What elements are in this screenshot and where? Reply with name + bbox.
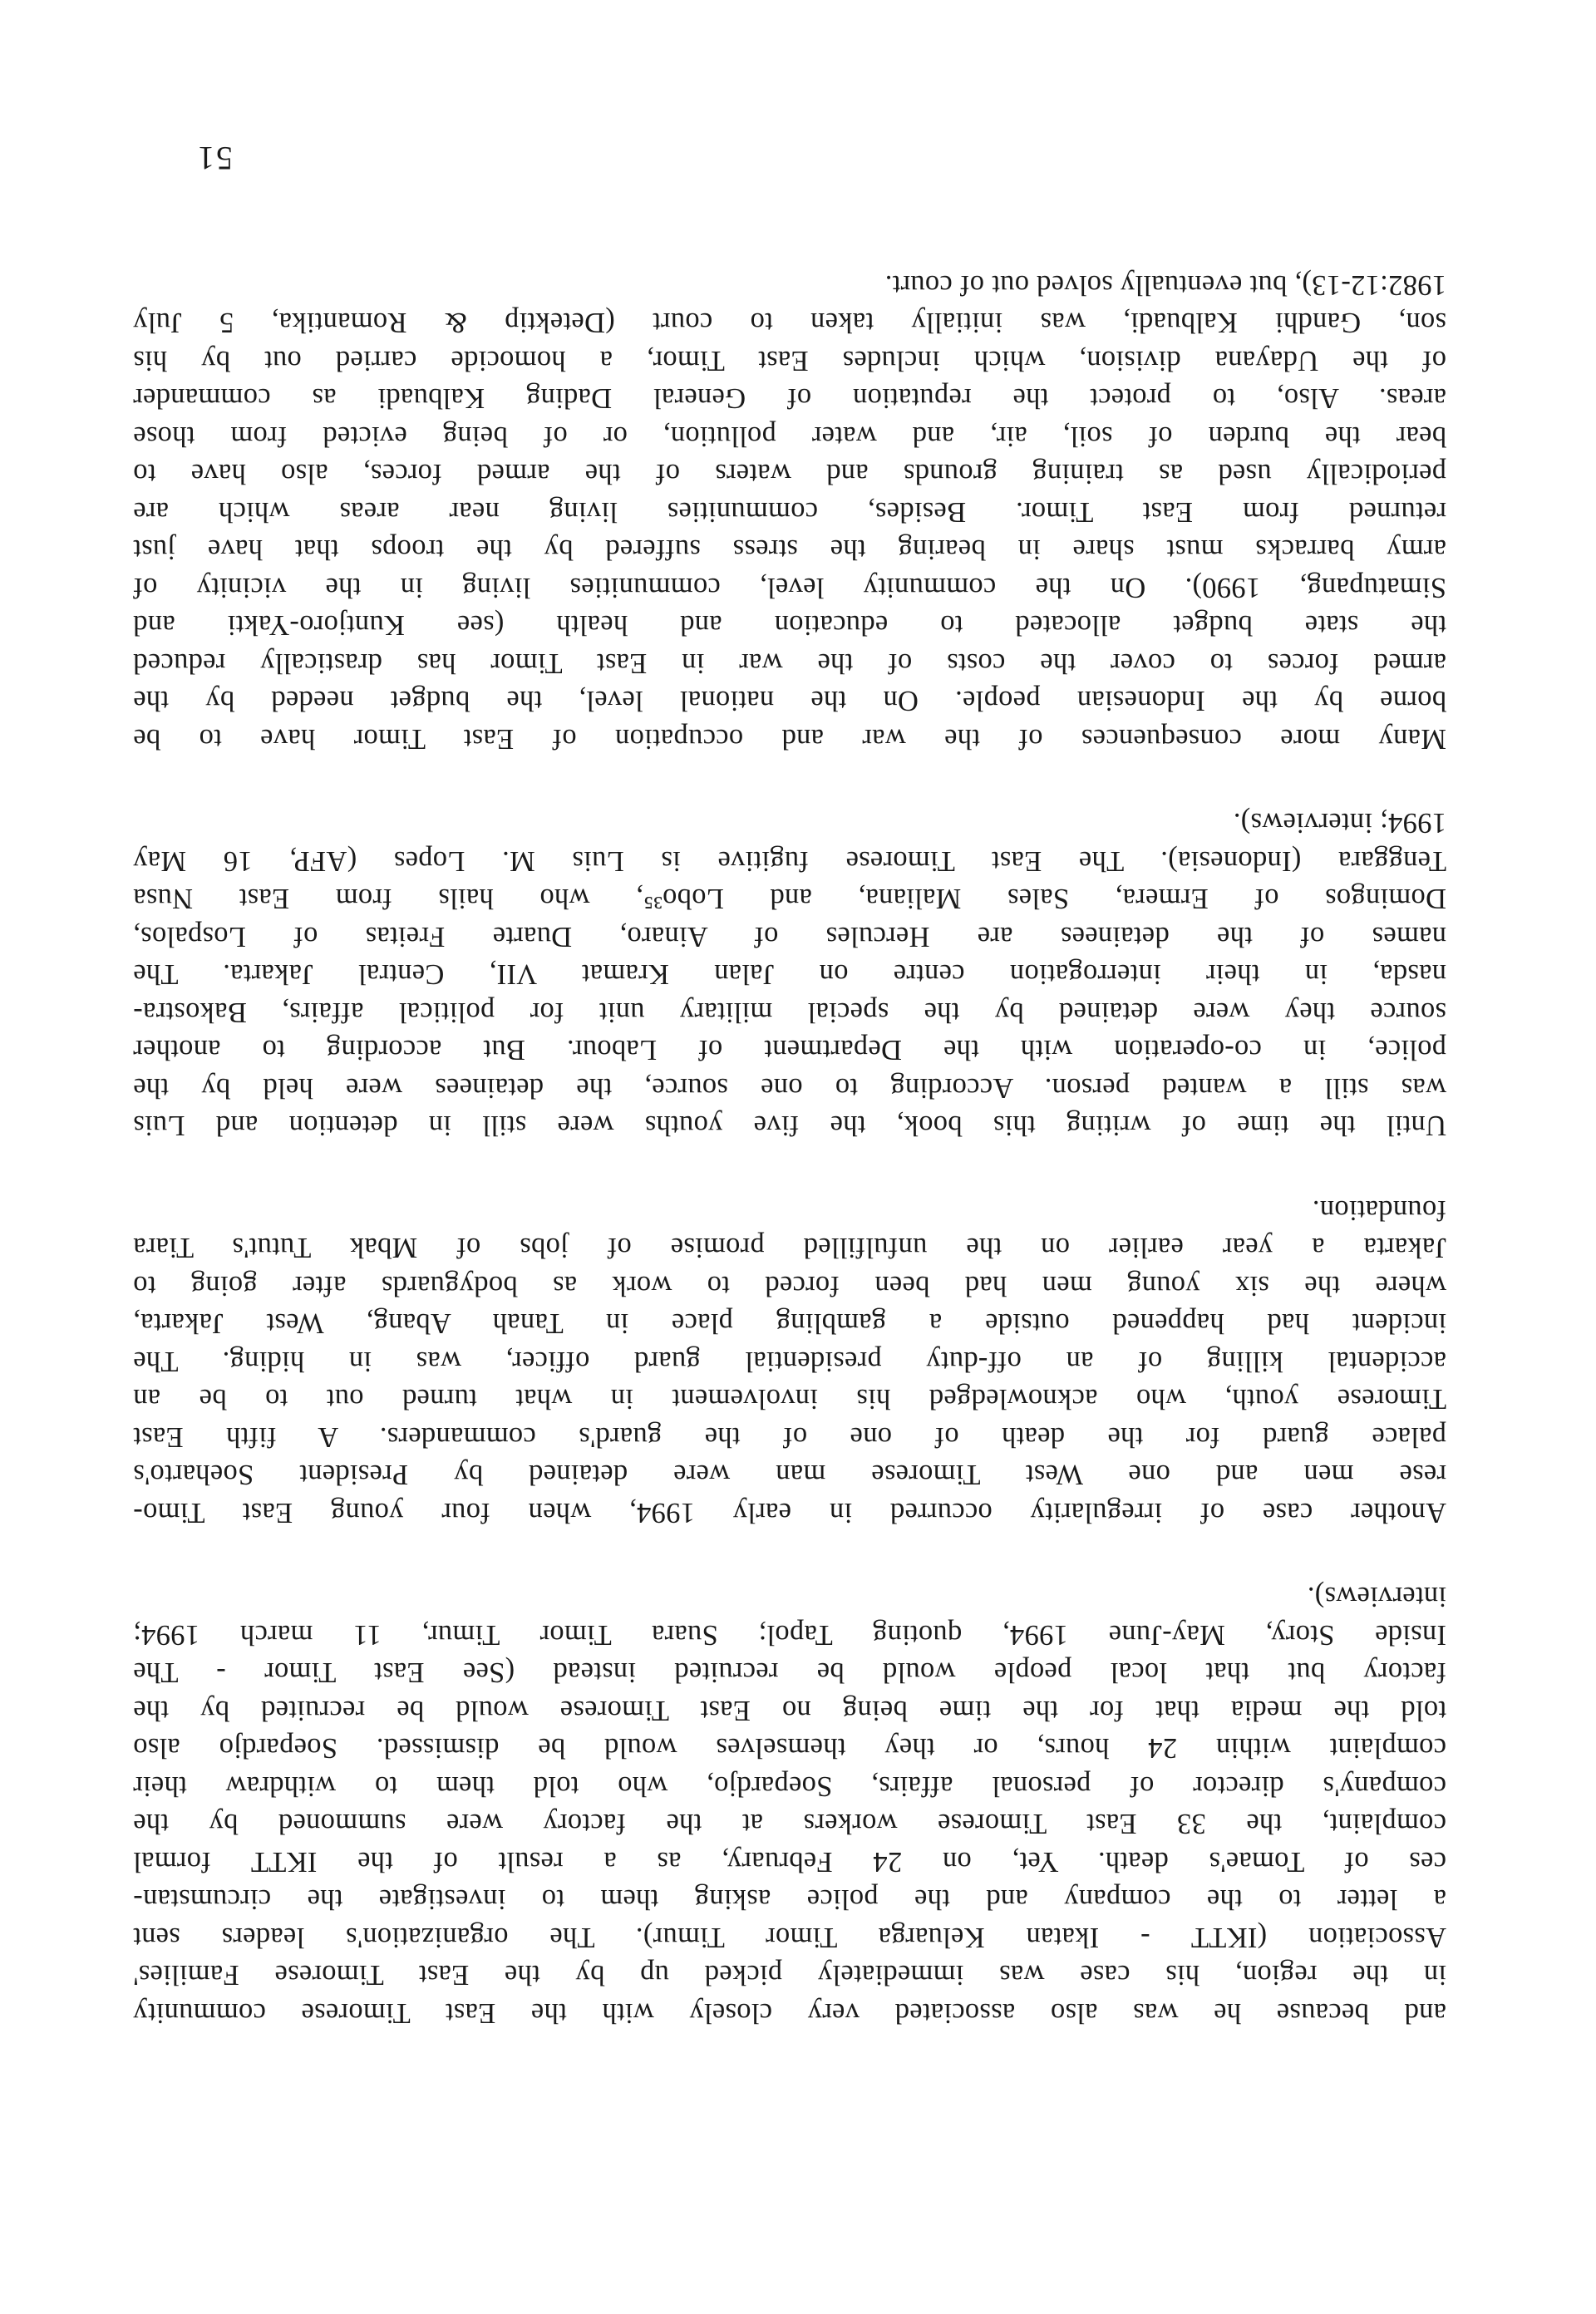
text-line: borne by the Indonesian people. On the national level, the budget needed by the	[133, 685, 1446, 717]
text-line: source they were detained by the special military unit for political affairs, Bakostra-	[133, 997, 1446, 1028]
text-line: complaint, the 33 East Timorese workers at the factory were summoned by the	[133, 1808, 1446, 1840]
text-line: Until the time of writing this book, the five youths were still in detention and Luis	[133, 1110, 1446, 1142]
text-line: Association (IKTT - Ikatan Keluarga Timor Timur). The organization's leaders sent	[133, 1922, 1446, 1953]
text-line: 1994; interviews).	[1233, 807, 1446, 839]
text-line: returned from East Timor. Besides, communities living near areas which are	[133, 496, 1446, 528]
text-line: and because he was also associated very closely with the East Timorese community	[133, 1997, 1446, 2029]
text-line: told the media that for the time being no East Timorese would be recruited by the	[133, 1695, 1446, 1726]
text-line: a letter to the company and the police asking them to investigate the circumstan-	[133, 1883, 1446, 1916]
text-line: 1982:12-13), but eventually solved out of court.	[884, 269, 1446, 301]
text-line: foundation.	[1312, 1194, 1446, 1226]
text-line: of the Udayana division, which includes East Timor, a homocide carried out by his	[133, 345, 1446, 377]
text-line: company's director of personal affairs, Soepardjo, who told them to withdraw their	[133, 1770, 1446, 1802]
text-line: police, in co-operation with the Department of Labour. But according to another	[133, 1034, 1446, 1066]
text-line: accidental killing of an off-duty presidential guard officer, was in hiding. The	[133, 1346, 1446, 1377]
text-line: Tenggara (Indonesia). The East Timorese fugitive is Luis M. Lopes (AFP, 16 May	[133, 845, 1446, 877]
text-line: in the region, his case was immediately picked up by the East Timorese Families'	[133, 1959, 1446, 1992]
paragraph-4	[133, 266, 1446, 758]
text-line: Timorese youth, who acknowledged his involvement in what turned out to be an	[133, 1383, 1446, 1415]
text-line: palace guard for the death of one of the guard's commanders. A fifth East	[133, 1421, 1446, 1453]
text-line: names of the detainees are Hercules of Ainaro, Duarte Freitas of Lospalos,	[133, 921, 1446, 953]
text-line: Jakarta a year earlier on the unfulfilled promise of jobs of Mbak Tutut's Tiara	[133, 1232, 1446, 1264]
text-line: where the six young men had been forced to work as bodyguards after going to	[133, 1270, 1446, 1302]
paragraph-1	[133, 1578, 1446, 2031]
page-number: 51	[196, 140, 233, 177]
text-line: army barracks must share in bearing the stress suffered by the troops that have just	[133, 534, 1446, 566]
text-line: nasda, in their interrogation centre on Jalan Kramat VII, Central Jakarta. The	[133, 958, 1446, 991]
text-line: periodically used as training grounds and waters of the armed forces, also have to	[133, 458, 1446, 490]
text-line: Domingos of Ermera, Sales Maliana, and Lobo³⁵, who hails from East Nusa	[133, 883, 1446, 915]
text-line: Inside Story, May-June 1994, quoting Tapol; Suara Timor Timur, 11 march 1994;	[133, 1619, 1446, 1651]
paragraph-3	[133, 804, 1446, 1145]
text-line: Many more consequences of the war and occupation of East Timor have to be	[133, 723, 1446, 755]
text-line: rese men and one West Timorese man were detained by President Soeharto's	[133, 1459, 1446, 1491]
text-line: son, Gandhi Kalbuadi, was initially taken to court (Detektip & Romantika, 5 July	[133, 307, 1446, 339]
text-line: interviews).	[1307, 1581, 1446, 1613]
text-line: factory but that local people would be recruited instead (See East Timor - The	[133, 1657, 1446, 1689]
text-line: the state budget allocated to education and health (see Kuntjoro-Yakti and	[133, 609, 1446, 642]
text-line: complaint within 24 hours, or they themselves would be dismissed. Soepardjo also	[133, 1732, 1446, 1765]
text-line: ces of Tomae's death. Yet, on 24 February, as a result of the IKTT formal	[133, 1846, 1446, 1878]
body-text	[133, 219, 1446, 2032]
text-line: Another case of irregularity occurred in early 1994, when four young East Timo-	[133, 1497, 1446, 1529]
text-line: incident had happened outside a gambling place in Tanah Abang, West Jakarta,	[133, 1307, 1446, 1340]
text-line: was still a wanted person. According to one source, the detainees were held by the	[133, 1072, 1446, 1104]
text-line: bear the burden of soil, air, and water pollution, or of being evicted from those	[133, 421, 1446, 452]
text-line: armed forces to cover the costs of the war in East Timor has drastically reduced	[133, 647, 1446, 679]
text-line: Simatupang, 1990). On the community level, communities living in the vicinity of	[133, 572, 1446, 603]
paragraph-2	[133, 1191, 1446, 1532]
text-line: areas. Also, to protect the reputation of General Dading Kalbuadi as commander	[133, 382, 1446, 415]
